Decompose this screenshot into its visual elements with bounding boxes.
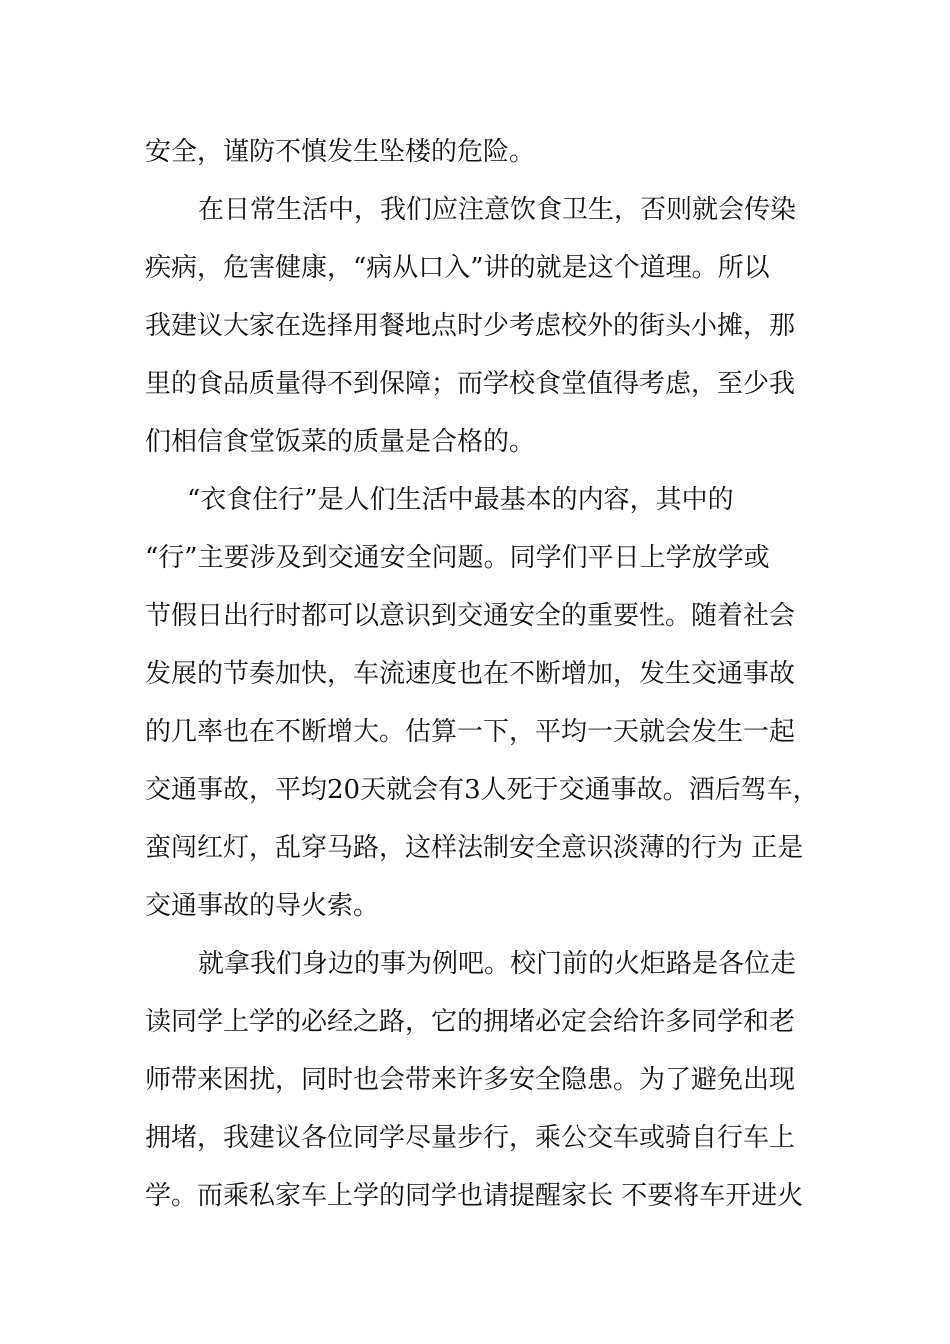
text-line: 们相信食堂饭菜的质量是合格的。 [145, 427, 536, 457]
text-line: 疾病，危害健康，“病从口入”讲的就是这个道理。所以 [145, 253, 770, 283]
text-line: 交通事故的导火索。 [145, 891, 380, 921]
text-line: 我建议大家在选择用餐地点时少考虑校外的街头小摊，那 [145, 311, 796, 341]
text-line: 发展的节奏加快，车流速度也在不断增加，发生交通事故 [145, 659, 796, 689]
text-line: 的几率也在不断增大。估算一下，平均一天就会发生一起 [145, 717, 796, 747]
text-line: 师带来困扰，同时也会带来许多安全隐患。为了避免出现 [145, 1065, 796, 1095]
text-line: “行”主要涉及到交通安全问题。同学们平日上学放学或 [145, 543, 770, 573]
text-line: 安全，谨防不慎发生坠楼的危险。 [145, 137, 536, 167]
text-line: 学。而乘私家车上学的同学也请提醒家长 不要将车开进火 [145, 1181, 804, 1211]
text-line: 就拿我们身边的事为例吧。校门前的火炬路是各位走 [198, 949, 797, 979]
text-line: 节假日出行时都可以意识到交通安全的重要性。随着社会 [145, 601, 796, 631]
text-line: “衣食住行”是人们生活中最基本的内容，其中的 [187, 485, 734, 515]
text-line: 读同学上学的必经之路，它的拥堵必定会给许多同学和老 [145, 1007, 796, 1037]
text-line: 里的食品质量得不到保障；而学校食堂值得考虑，至少我 [145, 369, 796, 399]
text-line: 拥堵，我建议各位同学尽量步行，乘公交车或骑自行车上 [145, 1123, 796, 1153]
text-line: 交通事故，平均20天就会有3人死于交通事故。酒后驾车， [145, 775, 819, 805]
text-line: 蛮闯红灯，乱穿马路，这样法制安全意识淡薄的行为 正是 [145, 833, 804, 863]
text-line: 在日常生活中，我们应注意饮食卫生，否则就会传染 [198, 195, 797, 225]
